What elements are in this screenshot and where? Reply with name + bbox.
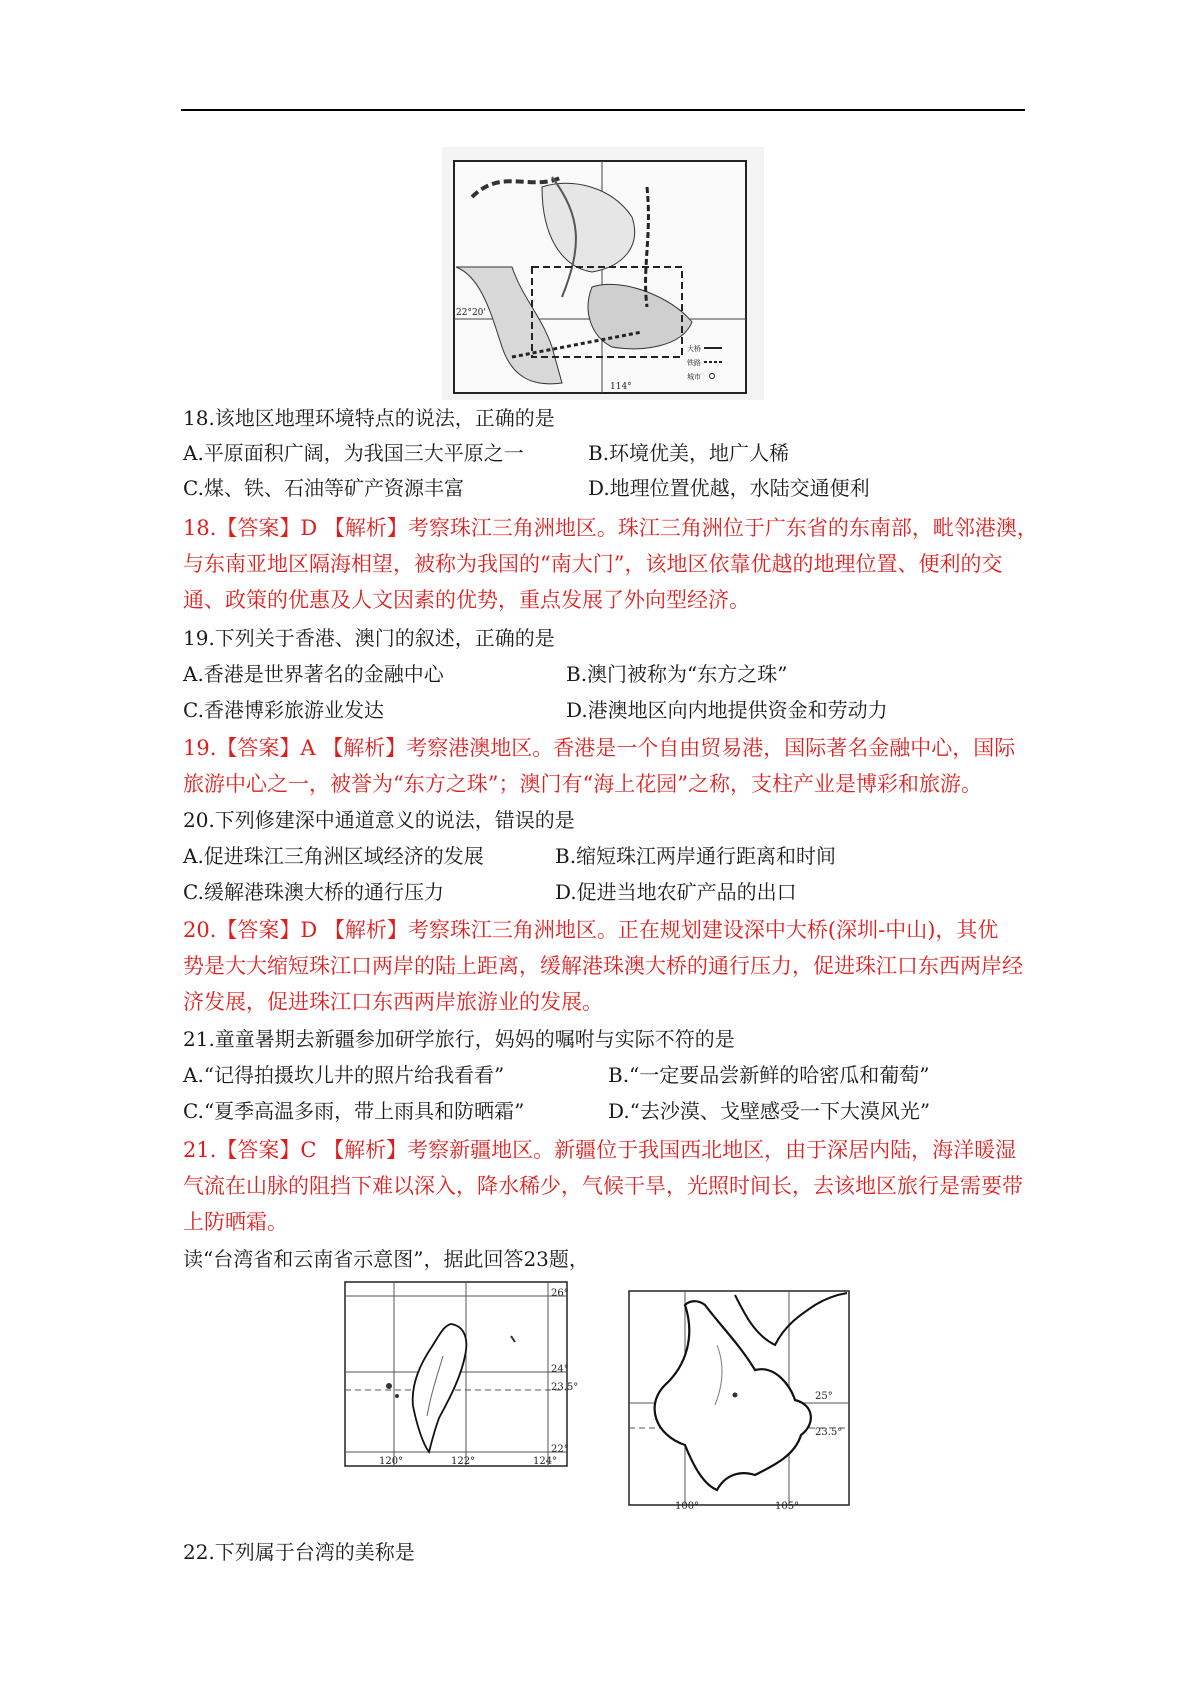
- q19-stem: 19.下列关于香港、澳门的叙述，正确的是: [183, 626, 555, 650]
- q20-stem: 20.下列修建深中通道意义的说法，错误的是: [183, 808, 575, 832]
- legend-bridge: 大桥: [687, 345, 701, 353]
- q21-option-b: B.“一定要品尝新鲜的哈密瓜和葡萄”: [608, 1063, 930, 1087]
- q21-option-c: C.“夏季高温多雨，带上雨具和防晒霜”: [183, 1099, 525, 1123]
- q19-option-c: C.香港博彩旅游业发达: [183, 698, 384, 722]
- yunnan-map: [625, 1285, 857, 1514]
- taiwan-lon-122: 122°: [451, 1456, 476, 1467]
- q20-option-b: B.缩短珠江两岸通行距离和时间: [555, 844, 837, 868]
- q18-option-b: B.环境优美，地广人稀: [588, 441, 790, 465]
- q21-option-d: D.“去沙漠、戈壁感受一下大漠风光”: [608, 1099, 931, 1123]
- q18-stem: 18.该地区地理环境特点的说法，正确的是: [183, 406, 555, 430]
- map1-lat-label: 22°20': [456, 308, 486, 318]
- taiwan-lon-120: 120°: [379, 1456, 404, 1467]
- q20-option-a: A.促进珠江三角洲区域经济的发展: [183, 844, 484, 868]
- q20-answer-line3: 济发展，促进珠江口东西两岸旅游业的发展。: [183, 990, 603, 1014]
- q18-option-c: C.煤、铁、石油等矿产资源丰富: [183, 476, 464, 500]
- q22-stem: 22.下列属于台湾的美称是: [183, 1540, 415, 1564]
- q18-answer-line1: 18.【答案】D 【解析】考察珠江三角洲地区。珠江三角洲位于广东省的东南部，毗邻港澳，: [183, 516, 1038, 540]
- q19-option-d: D.港澳地区向内地提供资金和劳动力: [566, 698, 888, 722]
- q19-answer-line2: 旅游中心之一，被誉为“东方之珠”；澳门有“海上花园”之称，支柱产业是博彩和旅游。: [183, 772, 982, 796]
- q19-answer-line1: 19.【答案】A 【解析】考察港澳地区。香港是一个自由贸易港，国际著名金融中心，国际: [183, 736, 1016, 760]
- q18-option-a: A.平原面积广阔，为我国三大平原之一: [183, 441, 524, 465]
- taiwan-lat-22: 22°: [551, 1444, 569, 1455]
- map1-lon-label: 114°: [610, 382, 632, 392]
- q19-option-b: B.澳门被称为“东方之珠”: [566, 662, 788, 686]
- header-rule: [181, 109, 1025, 111]
- yunnan-lon-100: 100°: [675, 1501, 700, 1512]
- taiwan-lat-26: 26°: [551, 1288, 569, 1299]
- yunnan-lon-105: 105°: [775, 1501, 800, 1512]
- q18-answer-line2: 与东南亚地区隔海相望，被称为我国的“南大门”，该地区依靠优越的地理位置、便利的交: [183, 552, 1003, 576]
- q21-stem: 21.童童暑期去新疆参加研学旅行，妈妈的嘱咐与实际不符的是: [183, 1027, 735, 1051]
- yunnan-lat-23-5: 23.5°: [815, 1427, 843, 1438]
- q20-answer-line1: 20.【答案】D 【解析】考察珠江三角洲地区。正在规划建设深中大桥(深圳-中山)，其优: [183, 918, 999, 942]
- legend-city: 城市: [687, 373, 701, 381]
- q18-answer-line3: 通、政策的优惠及人文因素的优势，重点发展了外向型经济。: [183, 588, 750, 612]
- q21-answer-line1: 21.【答案】C 【解析】考察新疆地区。新疆位于我国西北地区，由于深居内陆，海洋暖湿: [183, 1138, 1017, 1162]
- q21-option-a: A.“记得拍摄坎儿井的照片给我看看”: [183, 1063, 505, 1087]
- q21-answer-line3: 上防晒霜。: [183, 1210, 288, 1234]
- taiwan-map: [339, 1276, 579, 1474]
- legend-railway: 铁路: [687, 359, 701, 367]
- q21-answer-line2: 气流在山脉的阻挡下难以深入，降水稀少，气候干旱，光照时间长，去该地区旅行是需要带: [183, 1174, 1023, 1198]
- q19-option-a: A.香港是世界著名的金融中心: [183, 662, 444, 686]
- taiwan-lat-24: 24°: [551, 1364, 569, 1375]
- yunnan-lat-25: 25°: [815, 1391, 833, 1402]
- taiwan-lon-124: 124°: [533, 1456, 558, 1467]
- map-intro: 读“台湾省和云南省示意图”，据此回答23题，: [183, 1247, 589, 1271]
- taiwan-lat-23-5: 23.5°: [551, 1382, 579, 1393]
- pearl-river-delta-map: [442, 147, 764, 400]
- q18-option-d: D.地理位置优越，水陆交通便利: [588, 476, 870, 500]
- q20-option-d: D.促进当地农矿产品的出口: [555, 880, 797, 904]
- q20-answer-line2: 势是大大缩短珠江口两岸的陆上距离，缓解港珠澳大桥的通行压力，促进珠江口东西两岸经: [183, 954, 1023, 978]
- q20-option-c: C.缓解港珠澳大桥的通行压力: [183, 880, 444, 904]
